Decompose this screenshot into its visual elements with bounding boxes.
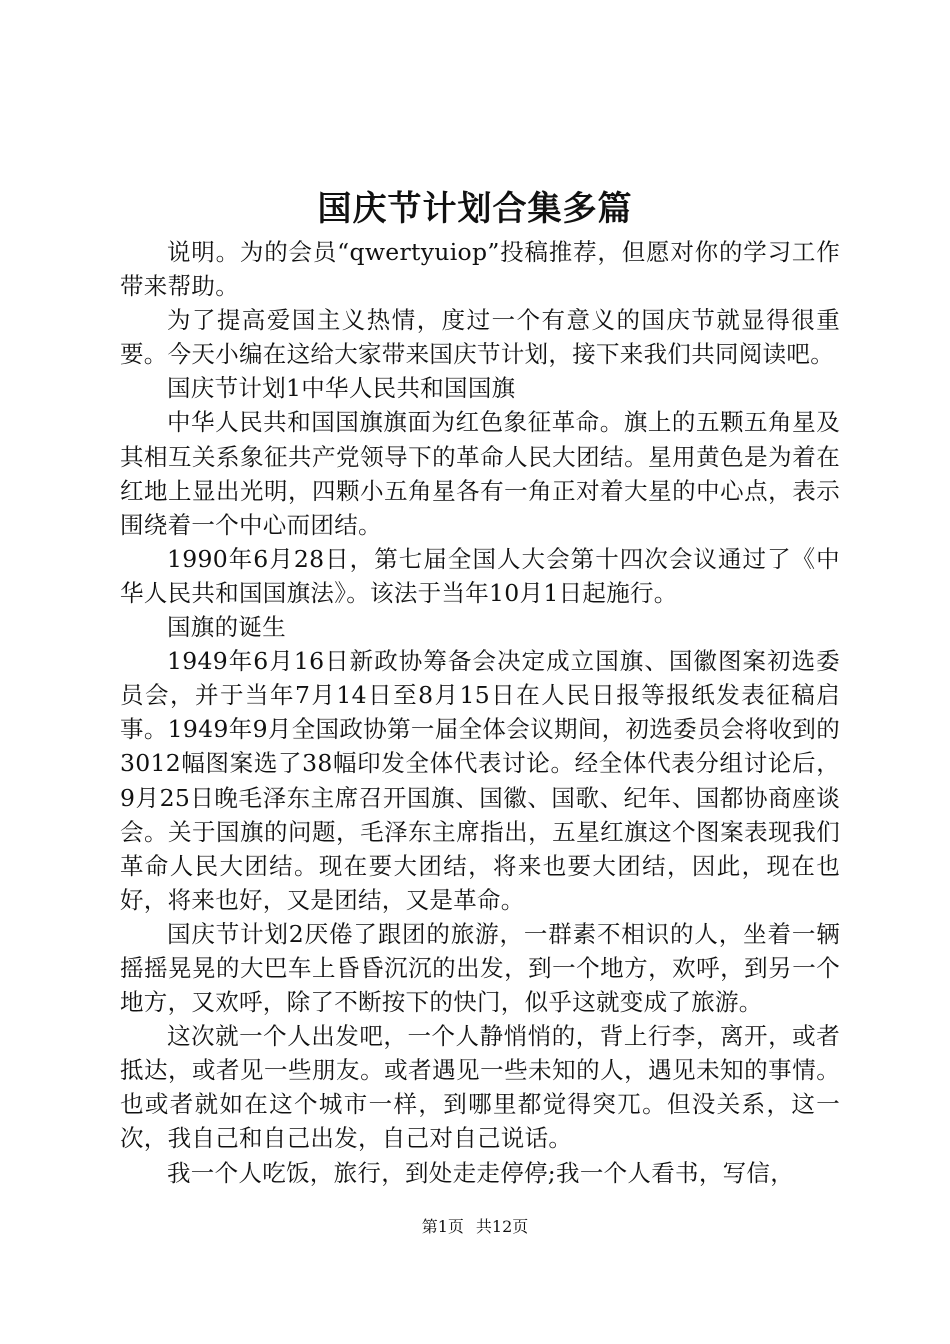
- document-title: 国庆节计划合集多篇: [317, 189, 633, 229]
- page-footer: [0, 1216, 950, 1238]
- paragraph: 1949年6月16日新政协筹备会决定成立国旗、国徽图案初选委员会，并于当年7月14日至8月15日在人民日报等报纸发表征稿启事。1949年9月全国政协第一届全体会议期间，初选委员会将收到的3012幅图案选了38幅印发全体代表讨论。经全体代表分组讨论后，9月25日晚毛泽东主席召开国旗、国徽、国歌、纪年、国都协商座谈会。关于国旗的问题，毛泽东主席指出，五星红旗这个图案表现我们革命人民大团结。现在要大团结，将来也要大团结，因此，现在也好，将来也好，又是团结，又是革命。: [120, 647, 840, 914]
- paragraph: 国庆节计划2厌倦了跟团的旅游，一群素不相识的人，坐着一辆摇摇晃晃的大巴车上昏昏沉沉的出发，到一个地方，欢呼，到另一个地方，又欢呼，除了不断按下的快门，似乎这就变成了旅游。: [120, 919, 840, 1017]
- page-number-current: 第1页: [421, 1217, 464, 1236]
- section-heading: 国庆节计划1中华人民共和国国旗: [167, 374, 516, 403]
- section-heading: 国旗的诞生: [167, 613, 286, 642]
- paragraph: 我一个人吃饭，旅行，到处走走停停;我一个人看书，写信，: [167, 1158, 795, 1187]
- paragraph: 为了提高爱国主义热情，度过一个有意义的国庆节就显得很重要。今天小编在这给大家带来国庆节计划，接下来我们共同阅读吧。: [120, 306, 840, 369]
- page-number-total: 共12页: [475, 1217, 529, 1236]
- document-body: [120, 235, 840, 1190]
- paragraph: 说明。为的会员“qwertyuiop”投稿推荐，但愿对你的学习工作带来帮助。: [120, 238, 840, 301]
- paragraph: 这次就一个人出发吧，一个人静悄悄的，背上行李，离开，或者抵达，或者见一些朋友。或者遇见一些未知的人，遇见未知的事情。也或者就如在这个城市一样，到哪里都觉得突兀。但没关系，这一次，我自己和自己出发，自己对自己说话。: [120, 1022, 840, 1153]
- paragraph: 中华人民共和国国旗旗面为红色象征革命。旗上的五颗五角星及其相互关系象征共产党领导下的革命人民大团结。星用黄色是为着在红地上显出光明，四颗小五角星各有一角正对着大星的中心点，表示围绕着一个中心而团结。: [120, 408, 840, 539]
- paragraph: 1990年6月28日，第七届全国人大会第十四次会议通过了《中华人民共和国国旗法》。该法于当年10月1日起施行。: [120, 544, 840, 607]
